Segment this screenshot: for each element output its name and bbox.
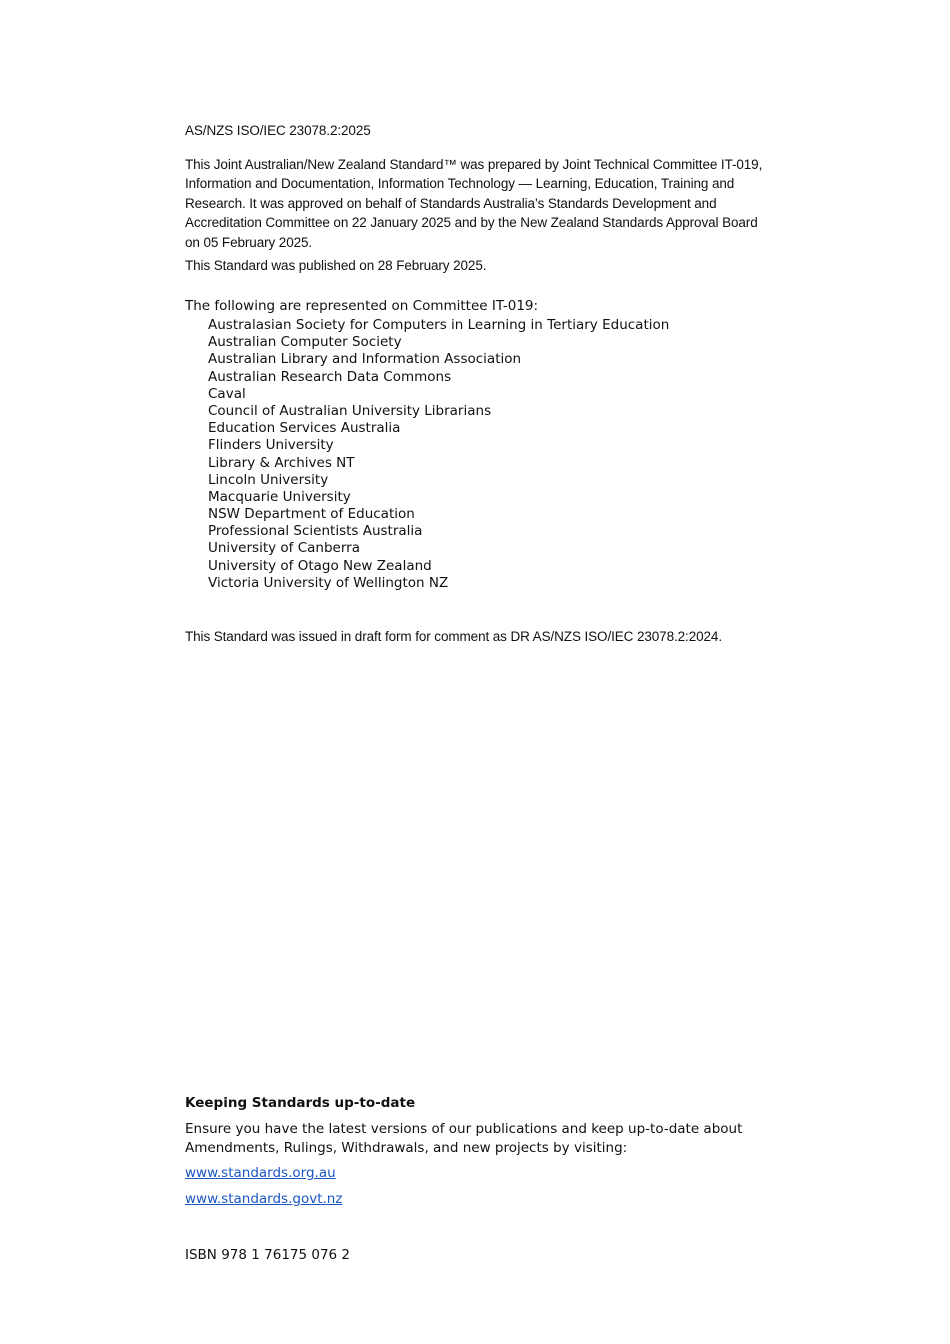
committee-member: Council of Australian University Librarians bbox=[208, 402, 492, 419]
committee-member: Professional Scientists Australia bbox=[208, 523, 423, 540]
preparation-paragraph: This Joint Australian/New Zealand Standard™ was prepared by Joint Technical Committee IT-019, Information and Documentation, Information Technology — Learning, Education, Training and Research. It was approved on behalf of Standards Australia’s Standards Development and Accreditation Committee on 22 January 2025 and by the New Zealand Standards Approval Board on 05 February 2025. bbox=[185, 157, 763, 250]
standards-australia-link[interactable]: www.standards.org.au bbox=[185, 1165, 336, 1181]
committee-member: NSW Department of Education bbox=[208, 506, 415, 523]
publication-date-line: This Standard was published on 28 February 2025. bbox=[185, 258, 487, 273]
committee-member: Australian Research Data Commons bbox=[208, 368, 452, 385]
committee-member: Lincoln University bbox=[208, 471, 329, 488]
committee-intro: The following are represented on Committee IT-019: bbox=[185, 298, 539, 314]
committee-member: University of Otago New Zealand bbox=[208, 557, 432, 574]
committee-member: Victoria University of Wellington NZ bbox=[208, 574, 449, 591]
keeping-up-to-date-paragraph: Ensure you have the latest versions of our publications and keep up-to-date about Amendments, Rulings, Withdrawals, and new projects by visiting: bbox=[185, 1121, 743, 1156]
committee-member: Australasian Society for Computers in Learning in Tertiary Education bbox=[208, 317, 670, 333]
isbn-number: ISBN 978 1 76175 076 2 bbox=[185, 1247, 351, 1263]
committee-member: Australian Computer Society bbox=[208, 334, 402, 351]
standards-new-zealand-link[interactable]: www.standards.govt.nz bbox=[185, 1191, 343, 1207]
keeping-up-to-date-heading: Keeping Standards up-to-date bbox=[185, 1095, 416, 1111]
committee-member: Macquarie University bbox=[208, 488, 351, 505]
committee-member: University of Canberra bbox=[208, 540, 360, 557]
committee-member: Education Services Australia bbox=[208, 420, 401, 437]
draft-note: This Standard was issued in draft form for comment as DR AS/NZS ISO/IEC 23078.2:2024. bbox=[185, 629, 722, 644]
committee-member: Caval bbox=[208, 385, 246, 402]
committee-member: Flinders University bbox=[208, 437, 334, 454]
committee-member: Library & Archives NT bbox=[208, 454, 355, 471]
committee-member-list bbox=[208, 317, 669, 592]
committee-member: Australian Library and Information Association bbox=[208, 351, 522, 368]
document-identifier: AS/NZS ISO/IEC 23078.2:2025 bbox=[185, 123, 371, 138]
